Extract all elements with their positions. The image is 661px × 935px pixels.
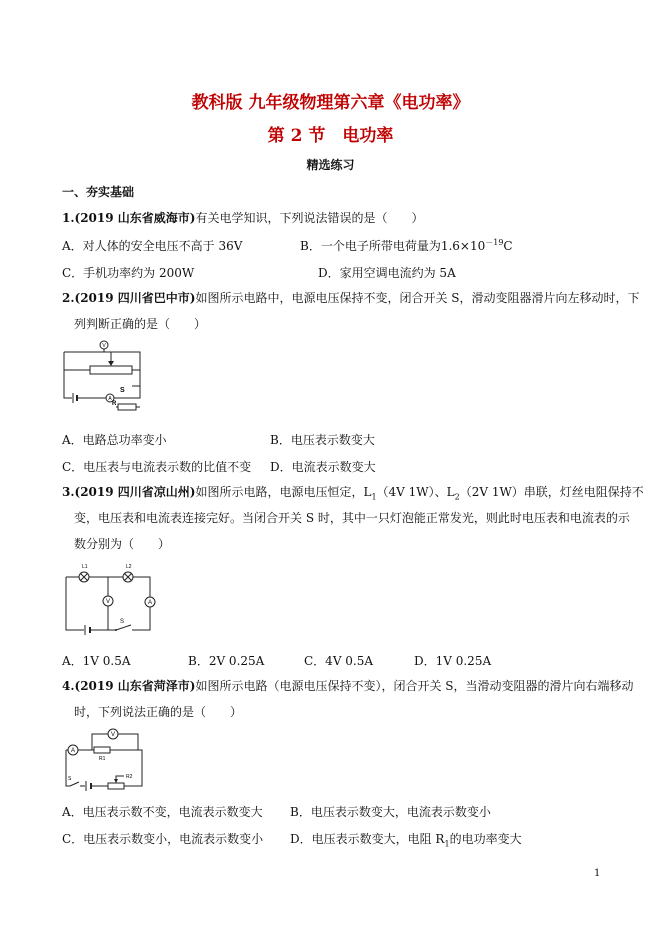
battery-icon	[85, 781, 92, 791]
question-text-cont: 时，下列说法正确的是（ ）	[74, 705, 243, 719]
svg-text:A: A	[147, 600, 153, 606]
option-b: B．电压表示数变大	[270, 433, 375, 447]
svg-text:L1: L1	[82, 564, 88, 570]
option-b: B．2V 0.25A	[188, 654, 265, 668]
switch-icon	[70, 782, 80, 788]
option-d: D．1V 0.25A	[414, 654, 492, 668]
question-number: 2.	[62, 291, 75, 305]
question-text-cont: 变，电压表和电流表连接完好。当闭合开关 S 时，其中一只灯泡能正常发光，则此时电压表和电流表的示	[74, 511, 630, 525]
svg-text:A: A	[70, 748, 76, 754]
option-c: C．手机功率约为 200W	[62, 266, 195, 280]
document-title: 教科版 九年级物理第六章《电功率》	[191, 93, 470, 113]
option-a: A．1V 0.5A	[62, 654, 131, 668]
option-b: B．电压表示数变大，电流表示数变小	[290, 805, 491, 819]
option-c: C．4V 0.5A	[304, 654, 374, 668]
svg-text:S: S	[120, 387, 125, 394]
battery-icon	[72, 393, 78, 403]
option-d: D．家用空调电流约为 5A	[318, 266, 456, 280]
question-1	[62, 211, 423, 225]
option-d: D．电压表示数变大，电阻 $R_1$的电功率变大	[290, 832, 522, 849]
question-text-cont: 列判断正确的是（ ）	[74, 317, 207, 331]
question-source: (2019 山东省菏泽市)	[74, 679, 196, 693]
option-a: A．电路总功率变小	[62, 433, 167, 447]
svg-text:S: S	[120, 619, 125, 625]
question-4	[62, 679, 634, 693]
svg-text:R1: R1	[99, 756, 106, 762]
rheostat-icon	[108, 783, 124, 789]
question-number: 4.	[62, 679, 75, 693]
option-d: D．电流表示数变大	[270, 460, 376, 474]
option-c: C．电压表与电流表示数的比值不变	[62, 460, 252, 474]
section-title: 第 2 节 电功率	[267, 126, 394, 146]
page-number: 1	[594, 868, 601, 879]
battery-icon	[84, 625, 91, 635]
svg-text:S: S	[68, 776, 72, 782]
option-c: C．电压表示数变小，电流表示数变小	[62, 832, 264, 846]
question-text: 有关电学知识，下列说法错误的是（ ）	[195, 211, 424, 225]
subtitle: 精选练习	[306, 158, 355, 172]
question-number: 1.	[62, 211, 75, 225]
resistor-r1-icon	[94, 747, 110, 753]
svg-text:V: V	[110, 732, 116, 738]
option-a: A．对人体的安全电压不高于 36V	[62, 239, 243, 253]
circuit-diagram-q4	[62, 726, 147, 791]
svg-text:R: R	[112, 401, 117, 407]
question-source: (2019 山东省威海市)	[74, 211, 196, 225]
circuit-diagram-q2	[60, 340, 145, 415]
question-text: 如图所示电路中，电源电压保持不变，闭合开关 S，滑动变阻器滑片向左移动时，下	[195, 291, 640, 305]
svg-text:L2: L2	[126, 564, 132, 570]
question-number: 3.	[62, 485, 75, 499]
part-heading: 一、夯实基础	[62, 185, 135, 199]
option-a: A．电压表示数不变，电流表示数变大	[62, 805, 263, 819]
resistor-icon	[118, 404, 136, 410]
option-b: B．一个电子所带电荷量为$1.6\times 10^{-19}C$	[300, 238, 513, 253]
question-3: 3.(2019 四川省凉山州)如图所示电路，电源电压恒定，$L_1(4V$ 1W）、$L_2(2V$ 1W）串联，灯丝电阻保持不	[62, 485, 644, 502]
circuit-diagram-q3	[62, 562, 157, 637]
question-text: 如图所示电路（电源电压保持不变），闭合开关 S，当滑动变阻器的滑片向右端移动	[195, 679, 634, 693]
svg-text:V: V	[102, 343, 106, 349]
question-source: (2019 四川省巴中市)	[74, 291, 196, 305]
question-text-cont: 数分别为（ ）	[74, 537, 171, 551]
svg-text:V: V	[105, 599, 111, 605]
switch-icon	[115, 625, 132, 633]
question-source: (2019 四川省凉山州)	[74, 485, 196, 499]
svg-text:A: A	[108, 396, 112, 402]
svg-text:R2: R2	[126, 774, 133, 780]
question-2	[62, 291, 640, 305]
